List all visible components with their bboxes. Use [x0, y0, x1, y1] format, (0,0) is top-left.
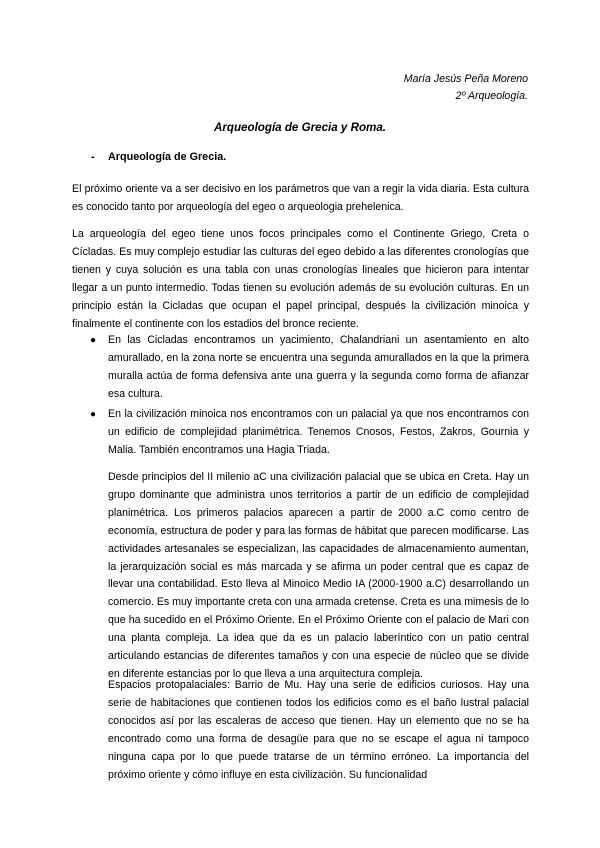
author-block [404, 71, 528, 105]
paragraph-protopalaciales: Espacios protopalaciales: Barrio de Mu. Hay una serie de edificios curiosos. Hay una serie de habitaciones que contienen todos los edificios como es el baño lustral palacial conocidos así por las escaleras de acceso que tienen. Hay un elemento que no se ha encontrado como una forma de desagüe para que no se escape el agua ni tampoco ninguna capa por lo que puede tratarse de un término erróneo. La importancia del próximo oriente y cómo influye en esta civilización. Su funcionalidad [108, 679, 529, 781]
bullet-dot-icon: ● [90, 409, 97, 420]
bullet-minoica: En la civilización minoica nos encontramos con un palacial ya que nos encontramos con un edificio de complejidad planimétrica. Tenemos Cnosos, Festos, Zakros, Gournia y Malia. También encontramos una Hagia Triada. [108, 408, 529, 456]
bullet-dot-icon: ● [90, 335, 97, 346]
author-name: María Jesús Peña Moreno [403, 73, 528, 85]
course-label: 2º Arqueología. [455, 90, 528, 102]
document-title: Arqueología de Grecia y Roma. [213, 121, 387, 134]
paragraph-intro: El próximo oriente va a ser decisivo en los parámetros que van a regir la vida diaria. Esta cultura es conocido tanto por arqueología del egeo o arqueologia prehelenica. [72, 183, 529, 213]
bullet-cicladas: En las Cicladas encontramos un yacimiento, Chalandriani un asentamiento en alto amurallado, en la zona norte se encuentra una segunda amurallados en la que la primera muralla actúa de forma defensiva ante una guerra y la segunda como forma de afianzar esa cultura. [108, 334, 529, 400]
section-heading-text: Arqueología de Grecia. [108, 151, 227, 163]
dash-marker: - [91, 151, 95, 163]
paragraph-milenio: Desde principios del II milenio aC una civilización palacial que se ubica en Creta. Hay un grupo dominante que administra unos territorios a partir de un edificio de complejidad planimétrica. Los primeros palacios aparecen a partir de 2000 a.C como centro de economía, estructura de poder y para las formas de hábitat que parecen modificarse. Las actividades artesanales se especializan, las capacidades de almacenamiento aumentan, la jerarquización social es más marcada y se afirma un poder central que es capaz de llevar una contabilidad. Esto lleva al Minoico Medio IA (2000-1900 a.C) desarrollando un comercio. Es muy importante creta con una armada cretense. Creta es una mimesis de lo que ha sucedido en el Próximo Oriente. En el Próximo Oriente con el palacio de Mari con una planta compleja. La idea que da es un palacio laberíntico con un patio central articulando estancias de diferentes tamaños y con una especie de núcleo que se divide en diferente estancias por lo que lleva a una arquitectura compleja. [108, 471, 529, 680]
paragraph-egeo: La arqueología del egeo tiene unos focos principales como el Continente Griego, Creta o Cícladas. Es muy complejo estudiar las culturas del egeo debido a las diferentes cronologías que tienen y cuya solución es una tabla con unas cronologías lineales que hicieron para intentar llegar a un punto intermedio. Todas tienen su evolución además de su evolución culturas. En un principio están la Cicladas que ocupan el papel principal, después la civilización minoica y finalmente el continente con los estadios del bronce reciente. [72, 228, 529, 330]
